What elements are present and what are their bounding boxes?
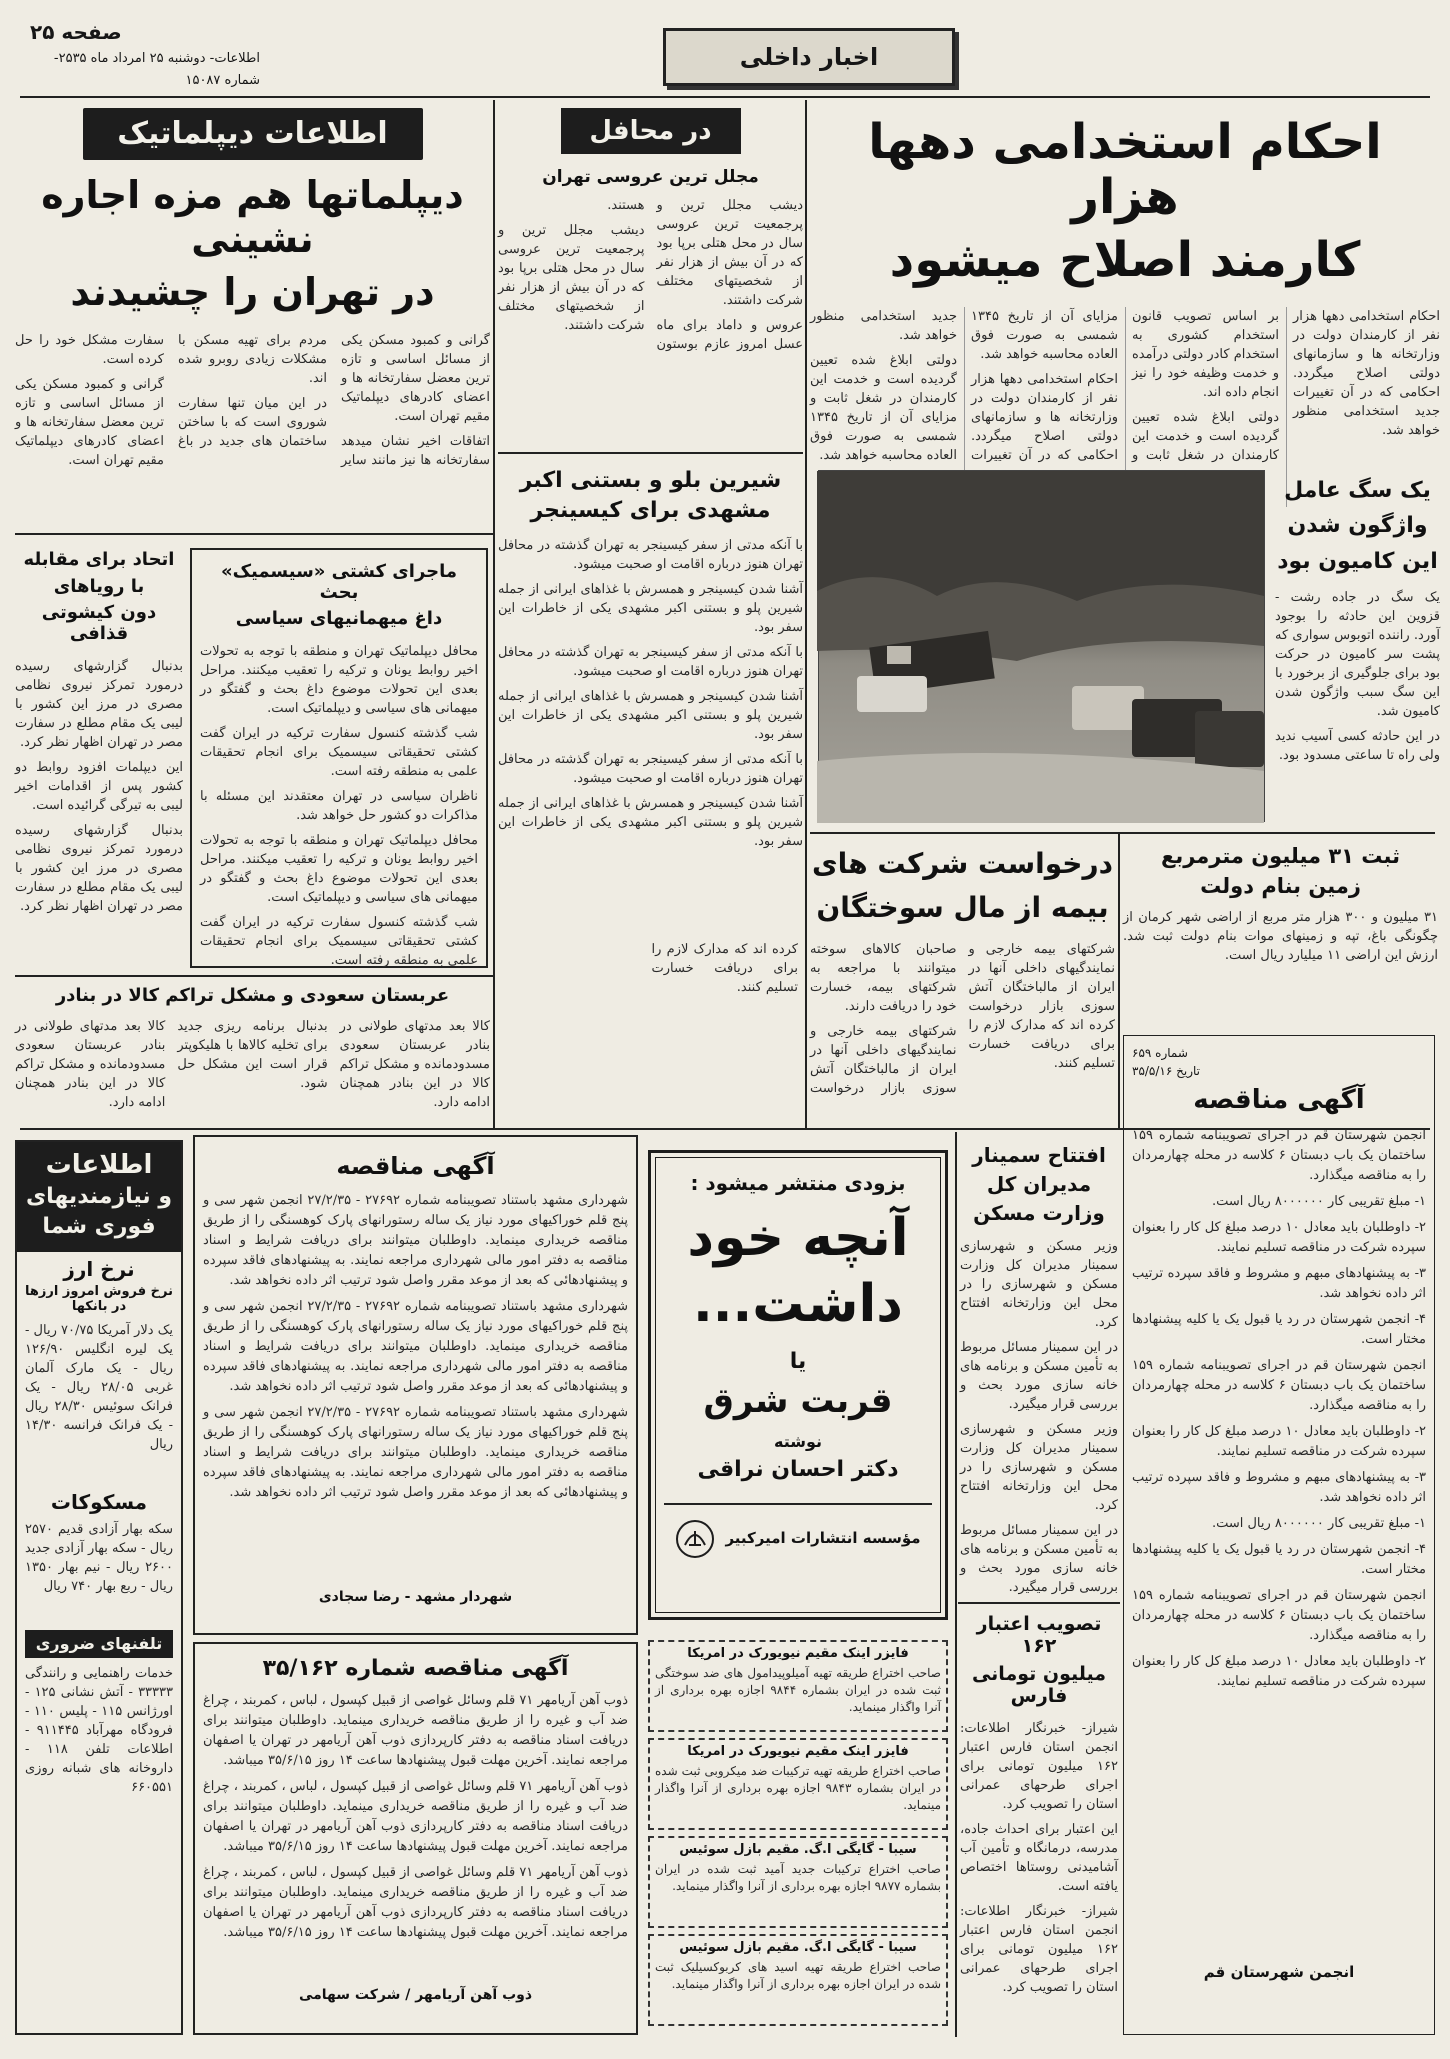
truck-body [1275, 588, 1440, 818]
municipal-tender-paragraph: شهرداری مشهد باستناد تصویبنامه شماره ۲۷۶۹۲ - ۲۷/۲/۳۵ انجمن شهر سی و پنج قلم خوراکیهای مورد نیاز یک ساله رستورانهای پارک کوهسنگی را از طریق مناقصه خریداری مینماید. داوطلبان میتوانند برای دریافت شرایط و اسناد مناقصه به دفتر امور مالی شهرداری مراجعه نمایند. به پیشنهادهای فاقد سپرده و پیشنهادهائی که بعد از موعد مقرر واصل شود ترتیب اثر داده نخواهد شد. [203, 1192, 628, 1288]
column-rule [493, 100, 495, 1130]
budget-paragraph: شیراز- خبرنگار اطلاعات: انجمن استان فارس اعتبار ۱۶۲ میلیون تومانی برای اجرای طرحهای عمرانی استان را تصویب کرد. [960, 1904, 1118, 1996]
diplomatic-headline-line2: در تهران را چشیدند [70, 270, 435, 315]
trademark-body: صاحب اختراع طریقه تهیه اسید های کربوکسیلیک ثبت شده در ایران اجازه بهره برداری از آنرا واگذار مینماید. [655, 1959, 941, 1991]
kissinger-title: شیرین بلو و بستنی اکبر مشهدی برای کیسینجر [519, 467, 782, 523]
wedding-paragraph: دیشب مجلل ترین و پرجمعیت ترین عروسی سال در محل هتلی برپا بود که در آن بیش از هزار نفر از شخصیتهای مختلف شرکت داشتند. [656, 197, 803, 308]
municipal-tender-paragraph: شهرداری مشهد باستناد تصویبنامه شماره ۲۷۶۹۲ - ۲۷/۲/۳۵ انجمن شهر سی و پنج قلم خوراکیهای مورد نیاز یک ساله رستورانهای پارک کوهسنگی را از طریق مناقصه خریداری مینماید. داوطلبان میتوانند برای دریافت شرایط و اسناد مناقصه به دفتر امور مالی شهرداری مراجعه نمایند. به پیشنهادهای فاقد سپرده و پیشنهادهائی که بعد از موعد مقرر واصل شود ترتیب اثر داده نخواهد شد. [203, 1404, 628, 1500]
kissinger-body [498, 536, 803, 926]
diplomatic-paragraph: در این میان تنها سفارت شوروی است که با ساختن ساختمان های جدید در باغ سفارت مشکل خود را حل کرده است. [15, 333, 327, 450]
column-rule [1118, 834, 1120, 1128]
seminar-title-line3: وزارت مسکن [973, 1201, 1105, 1225]
info-title-line2: و نیازمندیهای [25, 1184, 173, 1209]
seminar-paragraph: وزیر مسکن و شهرسازی سمینار مدیران کل وزارت مسکن و شهرسازی را در محل این وزارتخانه افتتاح کرد. [960, 1422, 1118, 1513]
book-ad-publisher: مؤسسه انتشارات امیرکبیر [725, 1529, 921, 1548]
insurance-body [651, 940, 1115, 1110]
budget-body [960, 1719, 1118, 2059]
qom-tender-clause: ۲- داوطلبان باید معادل ۱۰ درصد مبلغ کل کار را بعنوان سپرده شرکت در مناقصه تسلیم نمایند. [1132, 1423, 1426, 1459]
wrestling-paragraph: محافل دیپلماتیک تهران و منطقه با توجه به تحولات اخیر روابط یونان و ترکیه را تعقیب میکنند. مراحل بعدی این تحولات موضوع داغ بحث و گفتگو در میهمانی های سیاسی و دیپلماتیک است. [200, 833, 478, 906]
diplomatic-body [15, 331, 490, 541]
kissinger-paragraph: آشنا شدن کیسینجر و همسرش با غذاهای ایرانی از جمله شیرین پلو و بستنی اکبر مشهدی یکی از خاطرات این سفر بود. [498, 688, 803, 742]
section-rule [15, 533, 493, 535]
qadhafi-title-line2: با رویاهای [53, 575, 145, 597]
info-column [15, 1140, 183, 2035]
lead-paragraph: دولتی ابلاغ شده تعیین گردیده است و خدمت این کارمندان در شغل ثابت و مزایای آن از تاریخ ۱۳۴۵ شمسی به صورت فوق العاده محاسبه خواهد شد. [810, 352, 957, 463]
diplomatic-paragraph: اتفاقات اخیر نشان میدهد سفارتخانه ها نیز مانند سایر مردم برای تهیه مسکن با مشکلات زیادی روبرو شده اند. [178, 333, 490, 469]
qom-tender-body [1132, 1126, 1426, 1956]
trademark-notice [648, 1640, 948, 1732]
info-banner [17, 1142, 181, 1252]
ariamehr-tender-body [203, 1691, 628, 1981]
qom-tender-title: آگهی مناقصه [1193, 1085, 1365, 1115]
truck-photo [818, 470, 1265, 822]
qom-tender-date: تاریخ ۳۵/۵/۱۶ [1132, 1064, 1201, 1078]
dar-mahafel-banner: در محافل [561, 108, 741, 154]
insurance-title-line1: درخواست شرکت های [812, 847, 1113, 880]
kissinger-paragraph: آشنا شدن کیسینجر و همسرش با غذاهای ایرانی از جمله شیرین پلو و بستنی اکبر مشهدی یکی از خاطرات این سفر بود. [498, 795, 803, 849]
book-ad-ya: یا [789, 1348, 807, 1374]
wrestling-paragraph: محافل دیپلماتیک تهران و منطقه با توجه به تحولات اخیر روابط یونان و ترکیه را تعقیب میکنند. مراحل بعدی این تحولات موضوع داغ بحث و گفتگو در میهمانی های سیاسی و دیپلماتیک است. [200, 644, 478, 717]
trademark-notices [648, 1640, 948, 2035]
qadhafi-body [15, 657, 183, 977]
seminar-title-line1: افتتاح سمینار [972, 1143, 1106, 1167]
trademark-notice [648, 1738, 948, 1830]
wedding-title: مجلل ترین عروسی تهران [542, 167, 759, 187]
qom-tender-ad [1123, 1035, 1435, 2035]
lead-paragraph: دولتی ابلاغ شده تعیین گردیده است و خدمت این کارمندان در شغل ثابت و مزایای آن از تاریخ ۱۳۴۵ شمسی به صورت فوق العاده محاسبه خواهد شد. [971, 308, 1279, 463]
trademark-body: صاحب اختراع ترکیبات جدید آمید ثبت شده در ایران بشماره ۹۸۷۷ اجازه بهره برداری از آنرا واگذار مینماید. [655, 1861, 941, 1893]
ariamehr-tender-paragraph: ذوب آهن آریامهر ۷۱ قلم وسائل غواصی از قبیل کپسول ، لباس ، کمربند ، چراغ ضد آب و غیره را از طریق مناقصه خریداری مینماید. داوطلبان میتوانند برای دریافت اسناد مناقصه به دفتر کارپردازی ذوب آهن آریامهر در تهران یا اصفهان مراجعه نمایند. آخرین مهلت قبول پیشنهادها ساعت ۱۴ روز ۳۵/۶/۱۵ میباشد. [203, 1865, 629, 1941]
qadhafi-title-line3: دون کیشوتی قذافی [41, 602, 157, 645]
wedding-paragraph: دیشب مجلل ترین و پرجمعیت ترین عروسی سال در محل هتلی برپا بود که در آن بیش از هزار نفر از شخصیتهای مختلف شرکت داشتند. [498, 222, 645, 333]
book-ad-author-lead: نوشته [773, 1431, 822, 1451]
wrestling-body [200, 642, 478, 972]
kissinger-paragraph: با آنکه مدتی از سفر کیسینجر به تهران گذشته در محافل تهران هنوز درباره اقامت او صحبت میشود. [498, 537, 803, 572]
issue-line: اطلاعات- دوشنبه ۲۵ امرداد ماه ۲۵۳۵- شماره ۱۵۰۸۷ [53, 51, 260, 88]
truck-title-line3: این کامیون بود [1277, 548, 1438, 574]
trademark-title: سیبا - گایگی ا.گ. مقیم بازل سوئیس [679, 1842, 917, 1857]
municipal-tender-ad [193, 1135, 638, 1635]
seminar-paragraph: در این سمینار مسائل مربوط به تأمین مسکن و برنامه های خانه سازی مورد بحث و بررسی قرار میگیرد. [960, 1523, 1118, 1595]
story-rule [498, 452, 803, 454]
section-rule [958, 1602, 1120, 1604]
budget-paragraph: این اعتبار برای احداث جاده، مدرسه، درمانگاه و تأمین آب آشامیدنی روستاها اختصاص یافته است. [960, 1822, 1118, 1895]
budget-title-line2: میلیون تومانی فارس [971, 1662, 1107, 1707]
insurance-paragraph: صاحبان کالاهای سوخته میتوانند با مراجعه به شرکتهای بیمه، خسارت خود را دریافت دارند. [810, 942, 957, 1015]
qom-tender-number: شماره ۶۵۹ [1132, 1046, 1188, 1060]
ariamehr-tender-ad [193, 1642, 638, 2035]
wrestling-paragraph: شب گذشته کنسول سفارت ترکیه در ایران گفت کشتی تحقیقاتی سیسمیک برای انجام تحقیقات علمی به منطقه رفته است. [200, 915, 478, 969]
municipal-tender-body [203, 1191, 628, 1581]
ariamehr-tender-paragraph: ذوب آهن آریامهر ۷۱ قلم وسائل غواصی از قبیل کپسول ، لباس ، کمربند ، چراغ ضد آب و غیره را از طریق مناقصه خریداری مینماید. داوطلبان میتوانند برای دریافت اسناد مناقصه به دفتر کارپردازی ذوب آهن آریامهر در تهران یا اصفهان مراجعه نمایند. آخرین مهلت قبول پیشنهادها ساعت ۱۴ روز ۳۵/۶/۱۵ میباشد. [203, 1693, 629, 1769]
qom-tender-clause: ۲- داوطلبان باید معادل ۱۰ درصد مبلغ کل کار را بعنوان سپرده شرکت در مناقصه تسلیم نمایند. [1132, 1219, 1426, 1255]
qom-tender-clause: ۱- مبلغ تقریبی کار ۸۰۰۰۰۰۰ ریال است. [1211, 1193, 1426, 1209]
qom-tender-clause: ۴- انجمن شهرستان در رد یا قبول یک یا کلیه پیشنهادها مختار است. [1132, 1541, 1426, 1577]
masthead-rule [20, 96, 1430, 98]
qadhafi-story [15, 540, 183, 970]
trademark-title: فایزر اینک مقیم نیویورک در امریکا [687, 1744, 909, 1759]
lead-story [810, 105, 1440, 463]
saudi-paragraph: بدنبال برنامه ریزی جدید برای تخلیه کالاها با هلیکوپتر قرار است این مشکل حل شود. [177, 1018, 328, 1091]
book-ad-author: دکتر احسان نراقی [697, 1457, 899, 1483]
insurance-paragraph: شرکتهای بیمه خارجی و نمایندگیهای داخلی آنها در ایران از مالباختگان آتش سوزی بازار درخواست کرده اند که مدارک لازم را برای دریافت خسارت تسلیم کنند. [968, 942, 1115, 1072]
seminar-title-line2: مدیران کل [986, 1172, 1092, 1196]
coins-title: مسکوکات [50, 1489, 148, 1514]
qadhafi-paragraph: این دیپلمات افزود روابط دو کشور پس از اقدامات اخیر لیبی به تیرگی گرائیده است. [15, 759, 183, 813]
trademark-body: صاحب اختراع طریقه تهیه ترکیبات ضد میکروبی ثبت شده در ایران بشماره ۹۸۴۳ اجازه بهره برداری از آنرا واگذار مینماید. [655, 1763, 941, 1812]
column-rule [805, 100, 807, 1130]
book-ad [648, 1150, 948, 1620]
trademark-title: سیبا - گایگی ا.گ. مقیم بازل سوئیس [679, 1940, 917, 1955]
book-ad-rule [664, 1503, 932, 1505]
truck-photo-illustration [817, 471, 1264, 823]
lead-headline-line2: کارمند اصلاح میشود [889, 232, 1361, 289]
saudi-story [15, 980, 490, 1125]
land-title-line1: ثبت ۳۱ میلیون مترمربع [1160, 844, 1400, 868]
currency-title: نرخ ارز [63, 1257, 135, 1281]
wrestling-paragraph: شب گذشته کنسول سفارت ترکیه در ایران گفت کشتی تحقیقاتی سیسمیک برای انجام تحقیقات علمی به منطقه رفته است. [200, 726, 478, 780]
currency-rates: یک دلار آمریکا ۷۰/۷۵ ریال - یک لیره انگلیس ۱۲۶/۹۰ ریال - یک مارک آلمان غربی ۲۸/۰۵ ریال - یک فرانک سوئیس ۲۸/۳۰ ریال - یک فرانک فرانسه ۱۴/۳۰ ریال [25, 1322, 173, 1452]
book-ad-title-line2: داشت... [693, 1273, 903, 1334]
qom-tender-signature: انجمن شهرستان قم [1203, 1962, 1355, 1981]
land-title-line2: زمین بنام دولت [1200, 874, 1361, 899]
lead-paragraph: احکام استخدامی دهها هزار نفر از کارمندان دولت در وزارتخانه ها و سازمانهای دولتی اصلاح میگردد. احکامی که در آن تغییرات جدید استخدامی منظور خواهد شد. [810, 308, 1118, 463]
qadhafi-paragraph: بدنبال گزارشهای رسیده درمورد تمرکز نیروی نظامی مصری در مرز این کشور با لیبی یک مقام مطلع در سفارت مصر در تهران اظهار نظر کرد. [15, 822, 183, 914]
saudi-paragraph: کالا بعد مدتهای طولانی در بنادر عربستان سعودی مسدودمانده و مشکل تراکم کالا در این بنادر همچنان ادامه دارد. [339, 1018, 490, 1110]
wedding-paragraph: عروس و داماد برای ماه عسل امروز عازم بوستون هستند. [607, 197, 803, 352]
truck-story [1275, 470, 1440, 830]
insurance-title-line2: بیمه از مال سوختگان [816, 891, 1109, 925]
qom-tender-clause: انجمن شهرستان قم در اجرای تصویبنامه شماره ۱۵۹ ساختمان یک باب دبستان ۶ کلاسه در محله چهارمردان را به مناقصه میگذارد. [1132, 1127, 1426, 1183]
qom-tender-clause: انجمن شهرستان قم در اجرای تصویبنامه شماره ۱۵۹ ساختمان یک باب دبستان ۶ کلاسه در محله چهارمردان را به مناقصه میگذارد. [1132, 1587, 1426, 1643]
qadhafi-paragraph: بدنبال گزارشهای رسیده درمورد تمرکز نیروی نظامی مصری در مرز این کشور با لیبی یک مقام مطلع در سفارت مصر در تهران اظهار نظر کرد. [15, 658, 183, 750]
diplomatic-headline-line1: دیپلماتها هم مزه اجاره نشینی [41, 173, 464, 261]
qom-tender-clause: ۱- مبلغ تقریبی کار ۸۰۰۰۰۰۰ ریال است. [1211, 1515, 1426, 1531]
masthead [0, 0, 1450, 110]
qom-tender-clause: ۳- به پیشنهادهای مبهم و مشروط و فاقد سپرده ترتیب اثر داده نخواهد شد. [1132, 1469, 1426, 1505]
lead-headline-line1: احکام استخدامی دهها هزار [868, 114, 1382, 226]
qom-tender-clause: ۳- به پیشنهادهای مبهم و مشروط و فاقد سپرده ترتیب اثر داده نخواهد شد. [1132, 1265, 1426, 1301]
saudi-title: عربستان سعودی و مشکل تراکم کالا در بنادر [55, 985, 450, 1006]
trademark-body: صاحب اختراع طریقه تهیه آمیلوپیدامول های ضد سوختگی ثبت شده در ایران بشماره ۹۸۴۴ اجازه بهره برداری از آنرا واگذار مینماید. [655, 1665, 941, 1714]
wrestling-title-line2: داغ میهمانیهای سیاسی [235, 608, 443, 630]
phones-title: تلفنهای ضروری [25, 1630, 173, 1658]
section-title-box [663, 28, 955, 86]
publisher-logo-icon [675, 1519, 715, 1559]
seminar-paragraph: وزیر مسکن و شهرسازی سمینار مدیران کل وزارت مسکن و شهرسازی را در محل این وزارتخانه افتتاح کرد. [960, 1239, 1118, 1330]
truck-title-line1: یک سگ عامل [1284, 478, 1431, 503]
truck-paragraph: یک سگ در جاده رشت - قزوین این حادثه را بوجود آورد. راننده اتوبوس سواری که پشت سر کامیون در حرکت بود برای جلوگیری از برخورد با این سگ سبب واژگون شدن کامیون شد. [1275, 589, 1440, 719]
page-number: صفحه ۲۵ [30, 20, 122, 44]
book-ad-subtitle: قربت شرق [703, 1380, 893, 1421]
lead-paragraph: احکام استخدامی دهها هزار نفر از کارمندان دولت در وزارتخانه ها و سازمانهای دولتی اصلاح میگردد. احکامی که در آن تغییرات جدید استخدامی منظور خواهد شد. [1293, 308, 1440, 438]
seminar-body [960, 1237, 1118, 1595]
ariamehr-tender-title: آگهی مناقصه شماره ۳۵/۱۶۲ [262, 1656, 569, 1681]
book-ad-lead: بزودی منتشر میشود : [690, 1171, 906, 1195]
section-rule [810, 832, 1435, 834]
saudi-paragraph: کالا بعد مدتهای طولانی در بنادر عربستان سعودی مسدودمانده و مشکل تراکم کالا در این بنادر همچنان ادامه دارد. [15, 1018, 166, 1110]
land-story [1123, 838, 1438, 1033]
insurance-story [651, 838, 1115, 1123]
trademark-notice [648, 1836, 948, 1928]
wrestling-title-line1: ماجرای کشتی «سیسمیک» بحث [220, 561, 458, 603]
wrestling-paragraph: ناظران سیاسی در تهران معتقدند این مسئله با مذاکرات دو کشور حل خواهد شد. [200, 789, 478, 824]
land-body [1123, 908, 1438, 1018]
saudi-body [15, 1017, 490, 1117]
section-title: اخبار داخلی [739, 43, 879, 71]
municipal-tender-paragraph: شهرداری مشهد باستناد تصویبنامه شماره ۲۷۶۹۲ - ۲۷/۲/۳۵ انجمن شهر سی و پنج قلم خوراکیهای مورد نیاز یک ساله رستورانهای پارک کوهسنگی را از طریق مناقصه خریداری مینماید. داوطلبان میتوانند برای دریافت شرایط و اسناد مناقصه به دفتر امور مالی شهرداری مراجعه نمایند. به پیشنهادهای فاقد سپرده و پیشنهادهائی که بعد از موعد مقرر واصل شود ترتیب اثر داده نخواهد شد. [203, 1298, 628, 1394]
seminar-paragraph: در این سمینار مسائل مربوط به تأمین مسکن و برنامه های خانه سازی مورد بحث و بررسی قرار میگیرد. [960, 1340, 1118, 1412]
column-rule [955, 1132, 957, 2037]
municipal-tender-title: آگهی مناقصه [336, 1152, 495, 1180]
diplomatic-banner: اطلاعات دیپلماتیک [83, 108, 423, 160]
book-ad-title-line1: آنچه خود [687, 1208, 909, 1268]
truck-title-line2: واژگون شدن [1287, 513, 1428, 539]
phones-list: خدمات راهنمایی و رانندگی ۳۳۳۳۳ - آتش نشانی ۱۲۵ - اورژانس ۱۱۵ - پلیس ۱۱۰ - فرودگاه مهرآباد ۹۱۱۴۴۵ - اطلاعات تلفن ۱۱۸ - داروخانه های شبانه روزی ۶۶۰۵۵۱ [25, 1665, 173, 1795]
diplomatic-paragraph: گرانی و کمبود مسکن یکی از مسائل اساسی و تازه ترین معضل سفارتخانه ها و اعضای کادرهای دیپلماتیک مقیم تهران است. [341, 333, 490, 425]
kissinger-paragraph: با آنکه مدتی از سفر کیسینجر به تهران گذشته در محافل تهران هنوز درباره اقامت او صحبت میشود. [498, 751, 803, 786]
budget-title-line1: تصویب اعتبار ۱۶۲ [976, 1613, 1102, 1657]
kissinger-paragraph: با آنکه مدتی از سفر کیسینجر به تهران گذشته در محافل تهران هنوز درباره اقامت او صحبت میشود. [498, 644, 803, 679]
lead-paragraph: بر اساس تصویب قانون استخدام کشوری به استخدام کادر دولتی درآمده و خدمت وظیفه خود را نیز انجام داده اند. [1132, 308, 1279, 400]
truck-paragraph: در این حادثه کسی آسیب ندید ولی راه تا ساعتی مسدود بود. [1275, 728, 1440, 763]
currency-subtitle: نرخ فروش امروز ارزها در بانکها [24, 1284, 173, 1314]
diplomatic-paragraph: گرانی و کمبود مسکن یکی از مسائل اساسی و تازه ترین معضل سفارتخانه ها و اعضای کادرهای دیپلماتیک مقیم تهران است. [15, 377, 164, 469]
qom-tender-clause: ۲- داوطلبان باید معادل ۱۰ درصد مبلغ کل کار را بعنوان سپرده شرکت در مناقصه تسلیم نمایند. [1132, 1653, 1426, 1689]
kissinger-paragraph: آشنا شدن کیسینجر و همسرش با غذاهای ایرانی از جمله شیرین پلو و بستنی اکبر مشهدی یکی از خاطرات این سفر بود. [498, 581, 803, 635]
land-paragraph: ۳۱ میلیون و ۳۰۰ هزار متر مربع از اراضی شهر کرمان از چگونگی باغ، تپه و زمینهای موات بنام دولت ثبت شد. ارزش این اراضی ۱۱ میلیارد ریال است. [1123, 910, 1438, 964]
budget-paragraph: شیراز- خبرنگار اطلاعات: انجمن استان فارس اعتبار ۱۶۲ میلیون تومانی برای اجرای طرحهای عمرانی استان را تصویب کرد. [960, 1721, 1118, 1813]
wrestling-story [190, 548, 488, 968]
seminar-story [960, 1138, 1118, 1598]
info-title-line3: فوری شما [42, 1214, 156, 1239]
municipal-tender-signature: شهردار مشهد - رضا سجادی [318, 1588, 513, 1605]
section-rule [15, 975, 493, 977]
ariamehr-tender-signature: ذوب آهن آریامهر / شرکت سهامی [298, 1987, 533, 2004]
ariamehr-tender-paragraph: ذوب آهن آریامهر ۷۱ قلم وسائل غواصی از قبیل کپسول ، لباس ، کمربند ، چراغ ضد آب و غیره را از طریق مناقصه خریداری مینماید. داوطلبان میتوانند برای دریافت اسناد مناقصه به دفتر کارپردازی ذوب آهن آریامهر در تهران یا اصفهان مراجعه نمایند. آخرین مهلت قبول پیشنهادها ساعت ۱۴ روز ۳۵/۶/۱۵ میباشد. [203, 1779, 629, 1855]
info-title-line1: اطلاعات [45, 1150, 153, 1180]
diplomatic-story [15, 102, 490, 532]
insurance-paragraph: شرکتهای بیمه خارجی و نمایندگیهای داخلی آنها در ایران از مالباختگان آتش سوزی بازار درخواست کرده اند که مدارک لازم را برای دریافت خسارت تسلیم کنند. [651, 942, 957, 1097]
qom-tender-clause: ۴- انجمن شهرستان در رد یا قبول یک یا کلیه پیشنهادها مختار است. [1132, 1311, 1426, 1347]
trademark-title: فایزر اینک مقیم نیویورک در امریکا [687, 1646, 909, 1661]
wedding-body [498, 196, 803, 446]
budget-story [960, 1608, 1118, 2033]
coins-rates: سکه بهار آزادی قدیم ۲۵۷۰ ریال - سکه بهار آزادی جدید ۲۶۰۰ ریال - نیم بهار ۱۳۵۰ ریال - ربع بهار ۷۴۰ ریال [24, 1521, 173, 1594]
qom-tender-clause: انجمن شهرستان قم در اجرای تصویبنامه شماره ۱۵۹ ساختمان یک باب دبستان ۶ کلاسه در محله چهارمردان را به مناقصه میگذارد. [1132, 1357, 1426, 1413]
qadhafi-title-line1: اتحاد برای مقابله [23, 549, 175, 570]
trademark-notice [648, 1934, 948, 2026]
